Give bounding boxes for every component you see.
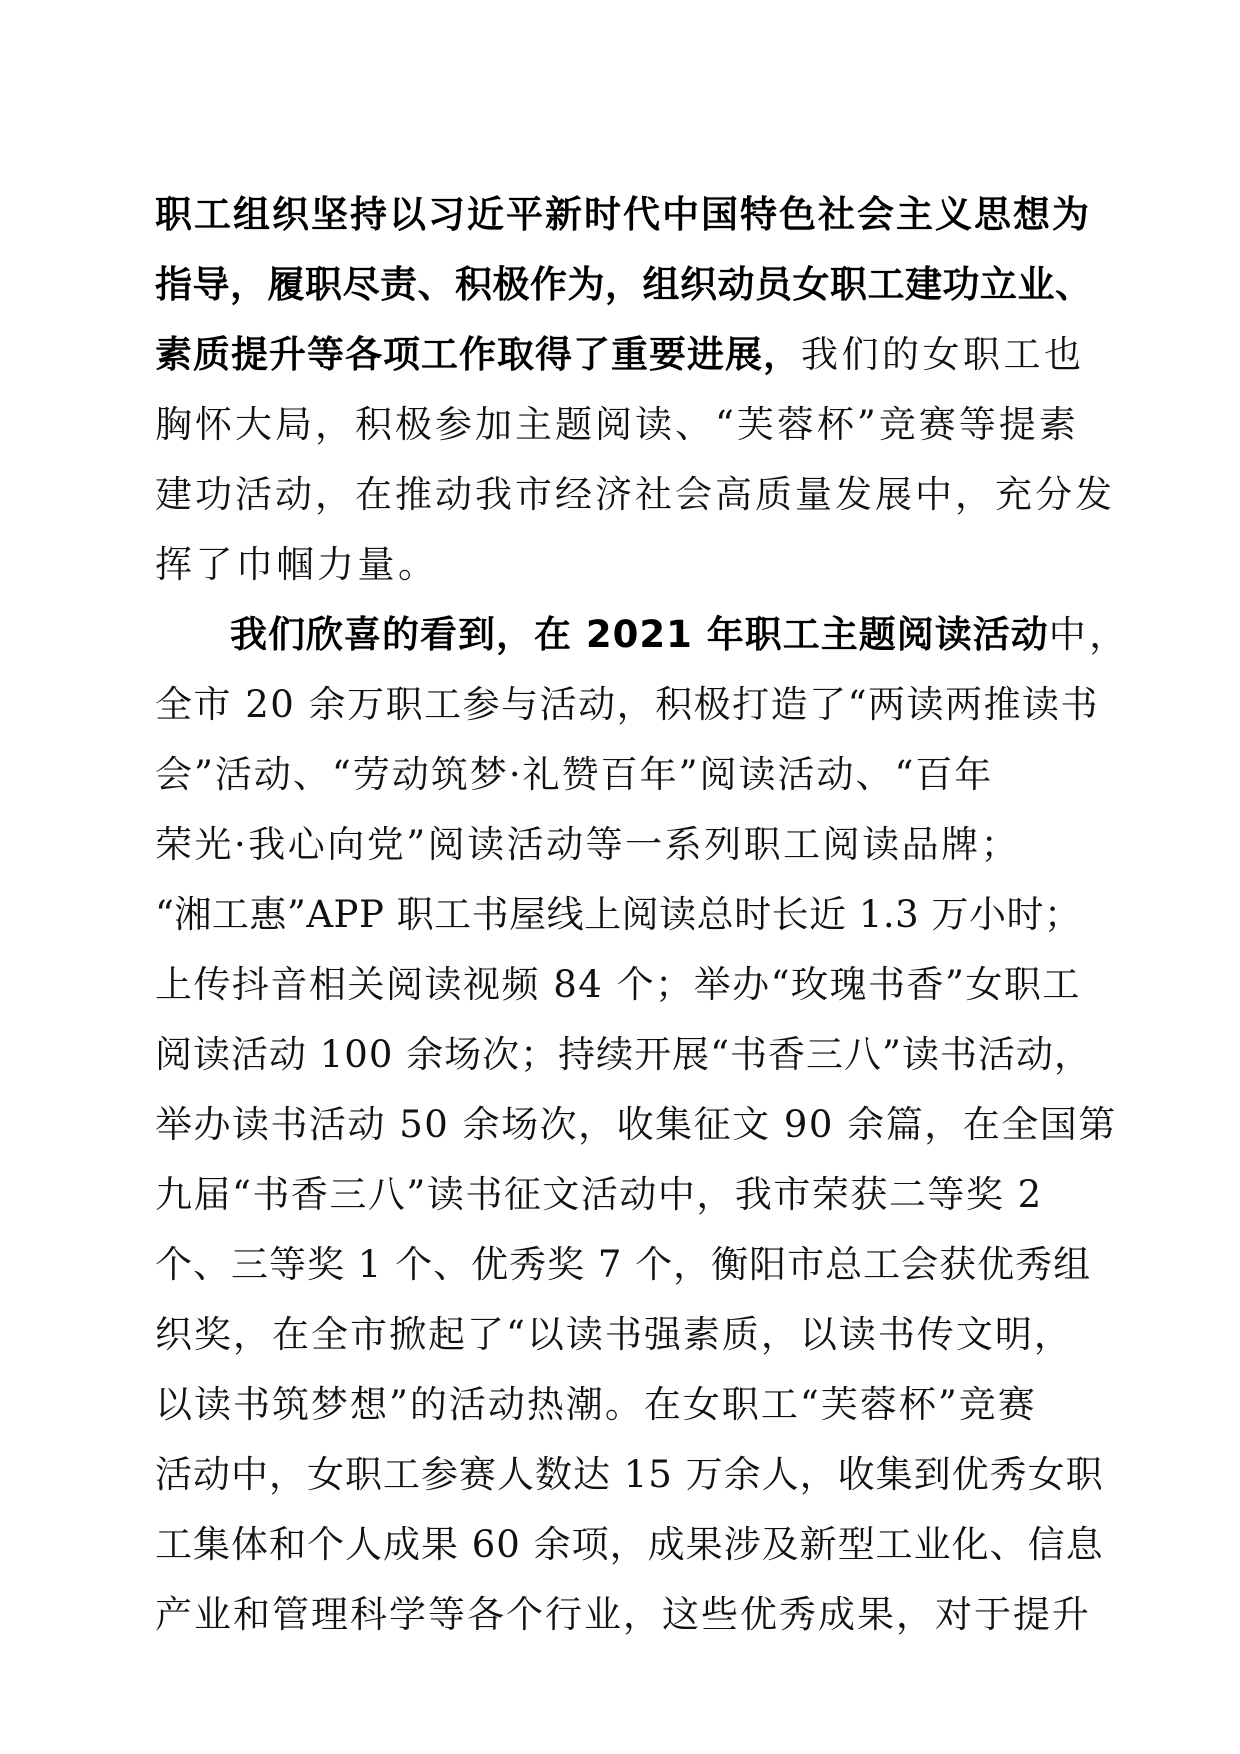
text-line: 胸怀大局，积极参加主题阅读、“芙蓉杯”竞赛等提素 <box>155 403 1079 446</box>
text-line: 阅读活动 100 余场次；持续开展“书香三八”读书活动， <box>155 1033 1092 1076</box>
text-line: 上传抖音相关阅读视频 84 个；举办“玫瑰书香”女职工 <box>155 963 1081 1006</box>
regular-text: 中， <box>1048 613 1130 656</box>
text-line: 职工组织坚持以习近平新时代中国特色社会主义思想为 <box>155 193 1091 236</box>
text-line: 个、三等奖 1 个、优秀奖 7 个，衡阳市总工会获优秀组 <box>155 1243 1092 1286</box>
text-line: 建功活动，在推动我市经济社会高质量发展中，充分发 <box>155 473 1115 516</box>
text-line: 挥了巾帼力量。 <box>155 543 439 586</box>
text-line: 指导，履职尽责、积极作为，组织动员女职工建功立业、 <box>155 263 1093 306</box>
text-line: 会”活动、“劳动筑梦·礼赞百年”阅读活动、“百年 <box>155 753 994 796</box>
document-page <box>155 180 1130 1650</box>
text-line: 举办读书活动 50 余场次，收集征文 90 余篇，在全国第 <box>155 1103 1117 1146</box>
text-line: “湘工惠”APP 职工书屋线上阅读总时长近 1.3 万小时； <box>155 893 1082 936</box>
text-line: 九届“书香三八”读书征文活动中，我市荣获二等奖 2 <box>155 1173 1043 1216</box>
text-line <box>155 600 1130 670</box>
text-line: 全市 20 余万职工参与活动，积极打造了“两读两推读书 <box>155 683 1100 726</box>
paragraph-2 <box>155 600 1130 1650</box>
text-line: 荣光·我心向党”阅读活动等一系列职工阅读品牌； <box>155 823 1021 866</box>
bold-text: 我们欣喜的看到，在 2021 年职工主题阅读活动 <box>230 613 1049 656</box>
text-line: 织奖，在全市掀起了“以读书强素质，以读书传文明， <box>155 1313 1073 1356</box>
regular-text: 我们的女职工也 <box>801 333 1085 376</box>
text-line: 活动中，女职工参赛人数达 15 万余人，收集到优秀女职 <box>155 1453 1104 1496</box>
text-line <box>155 320 1100 390</box>
text-line: 产业和管理科学等各个行业，这些优秀成果，对于提升 <box>155 1593 1091 1636</box>
text-line: 工集体和个人成果 60 余项，成果涉及新型工业化、信息 <box>155 1523 1104 1566</box>
text-line: 以读书筑梦想”的活动热潮。在女职工“芙蓉杯”竞赛 <box>155 1383 1037 1426</box>
bold-text: 素质提升等各项工作取得了重要进展， <box>155 333 801 376</box>
paragraph-1 <box>155 180 1115 600</box>
